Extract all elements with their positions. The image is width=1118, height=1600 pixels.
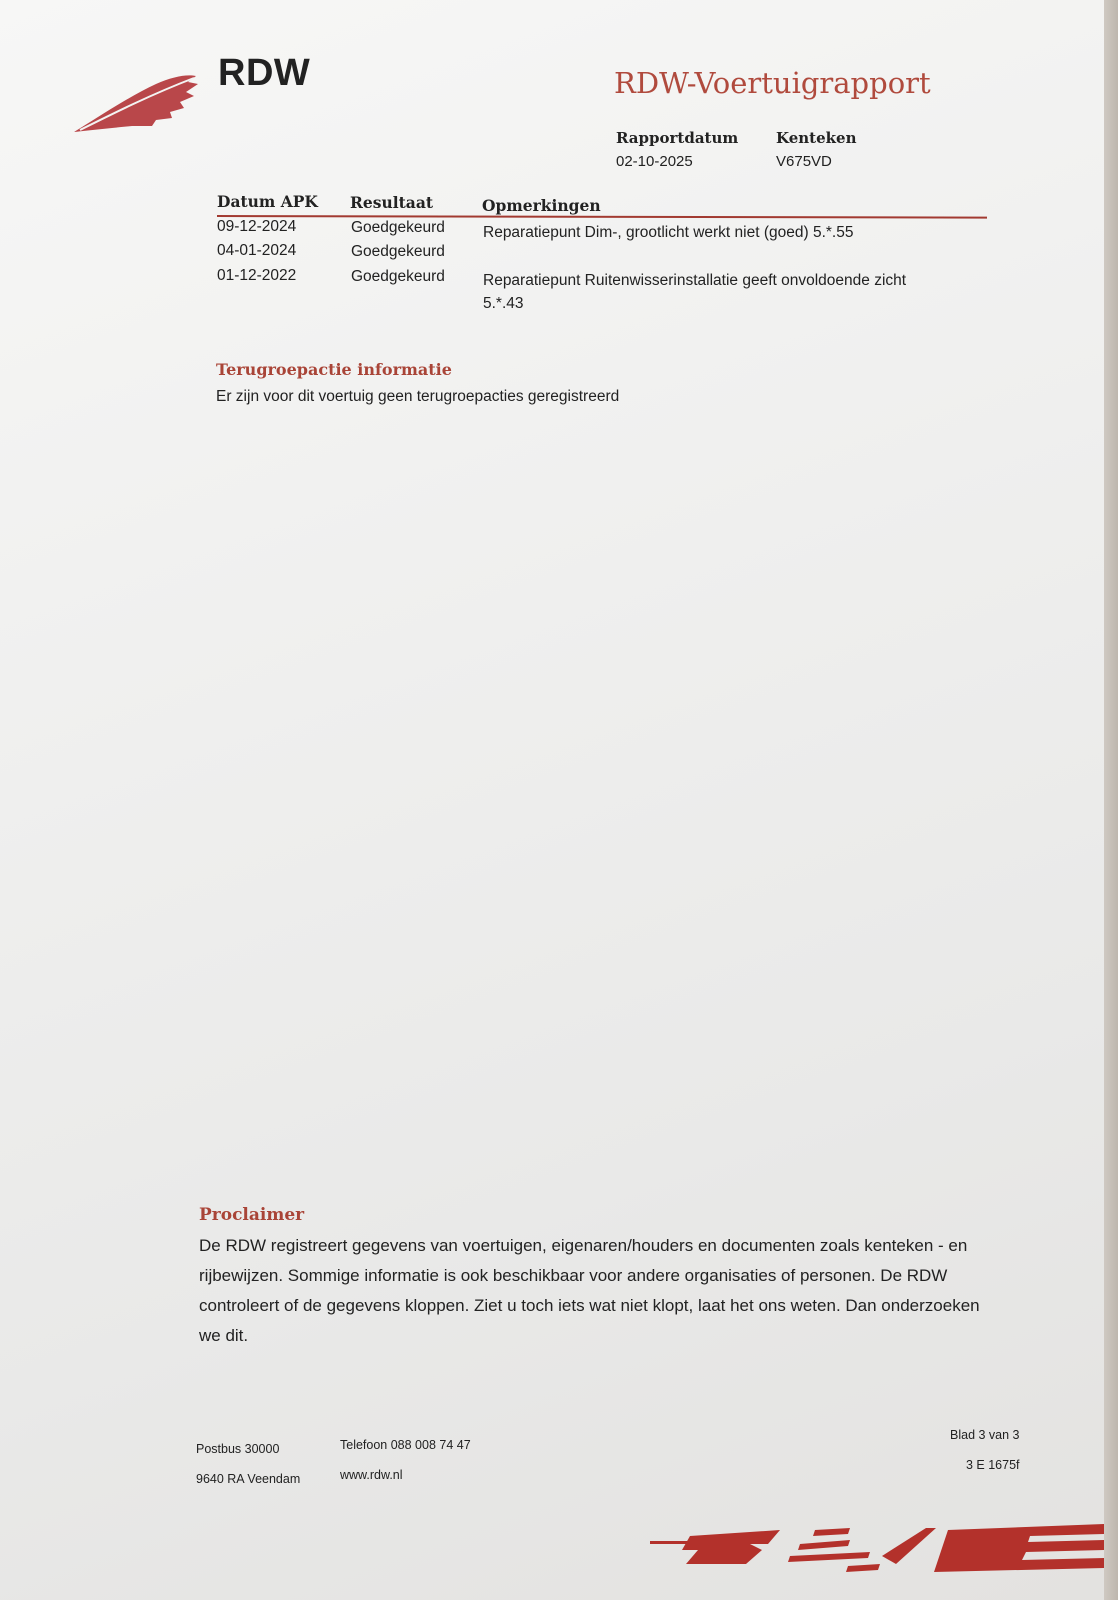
- proclaimer-line: controleert of de gegevens kloppen. Ziet u toch iets wat niet klopt, laat het ons weten. Dan onderzoeken: [199, 1296, 980, 1315]
- footer-postbus: Postbus 30000: [196, 1442, 280, 1456]
- rdw-feather-logo-icon: [72, 70, 202, 140]
- footer-address: 9640 RA Veendam: [196, 1472, 301, 1486]
- table-header-rule: [217, 215, 987, 219]
- recall-title: Terugroepactie informatie: [216, 360, 452, 379]
- logo-text: RDW: [218, 52, 311, 94]
- cell-resultaat: Goedgekeurd: [351, 243, 445, 260]
- footer-page-number: Blad 3 van 3: [950, 1428, 1020, 1442]
- rdw-stripes-graphic-icon: [650, 1520, 1104, 1576]
- column-header-opmerkingen: Opmerkingen: [482, 196, 601, 215]
- proclaimer-title: Proclaimer: [199, 1205, 305, 1225]
- cell-opmerkingen: Reparatiepunt Dim-, grootlicht werkt niet (goed) 5.*.55: [483, 224, 854, 241]
- column-header-datum: Datum APK: [217, 192, 318, 211]
- cell-datum: 01-12-2022: [217, 267, 297, 284]
- column-header-resultaat: Resultaat: [350, 193, 434, 212]
- recall-text: Er zijn voor dit voertuig geen terugroepacties geregistreerd: [216, 388, 620, 405]
- kenteken-value: V675VD: [776, 153, 832, 170]
- proclaimer-text: [199, 1231, 999, 1351]
- rapportdatum-label: Rapportdatum: [616, 129, 739, 147]
- cell-resultaat: Goedgekeurd: [351, 219, 445, 236]
- cell-opmerkingen-continued: 5.*.43: [483, 295, 524, 312]
- proclaimer-line: we dit.: [199, 1326, 249, 1345]
- cell-datum: 09-12-2024: [217, 218, 297, 235]
- report-title: RDW-Voertuigrapport: [614, 66, 931, 100]
- footer-phone: Telefoon 088 008 74 47: [340, 1438, 471, 1452]
- rapportdatum-value: 02-10-2025: [616, 153, 693, 170]
- proclaimer-line: rijbewijzen. Sommige informatie is ook beschikbaar voor andere organisaties of personen. De RDW: [199, 1266, 948, 1285]
- kenteken-label: Kenteken: [776, 129, 857, 147]
- cell-datum: 04-01-2024: [217, 242, 297, 259]
- proclaimer-line: De RDW registreert gegevens van voertuigen, eigenaren/houders en documenten zoals kenteken - en: [199, 1236, 968, 1255]
- cell-resultaat: Goedgekeurd: [351, 268, 445, 285]
- footer-document-code: 3 E 1675f: [966, 1458, 1020, 1472]
- page-edge: [1104, 0, 1118, 1600]
- cell-opmerkingen: Reparatiepunt Ruitenwisserinstallatie geeft onvoldoende zicht: [483, 272, 907, 289]
- footer-website: www.rdw.nl: [340, 1468, 403, 1482]
